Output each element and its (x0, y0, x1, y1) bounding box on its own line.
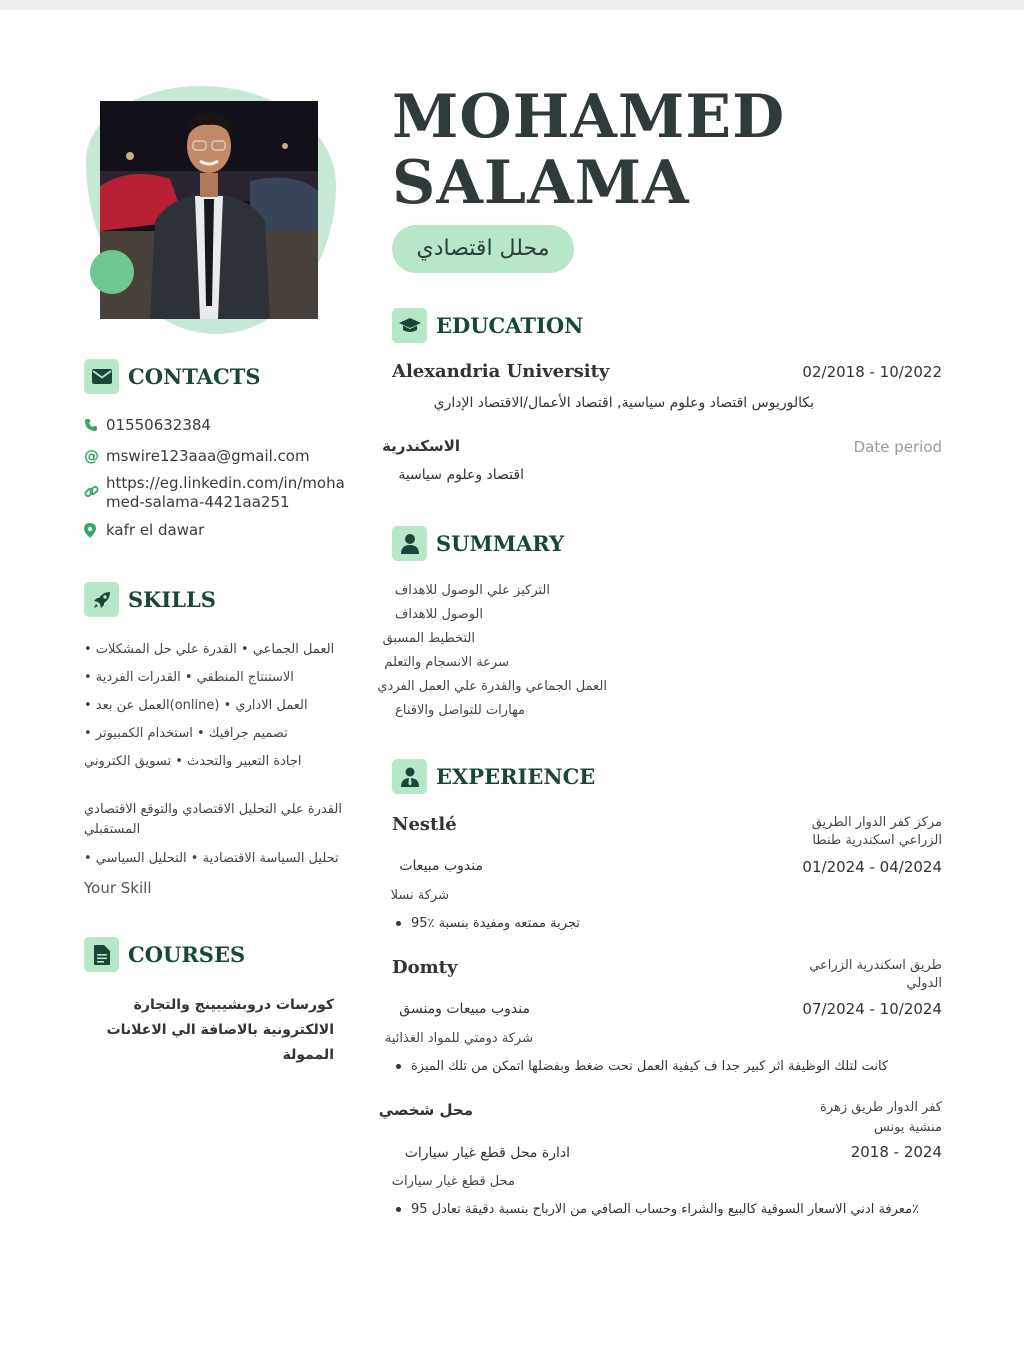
contacts-header (84, 359, 260, 394)
contact-location (84, 521, 204, 540)
skills-header (84, 582, 216, 617)
summary-line: العمل الجماعي والقدرة علي العمل الفردي (377, 679, 607, 694)
bullet-text: تجربة ممتعه ومفيدة بنسبة ٪95 (411, 916, 580, 931)
job-date: 01/2024 - 04/2024 (802, 858, 942, 876)
job-employer: محل قطع غيار سيارات (391, 1174, 515, 1189)
candidate-name (392, 84, 785, 216)
summary-line: مهارات للتواصل والاقناع (395, 703, 525, 718)
rocket-icon (84, 582, 119, 617)
document-icon (84, 937, 119, 972)
company-name: محل شخصي (378, 1101, 473, 1119)
degree-text: بكالوريوس اقتصاد وعلوم سياسية, اقتصاد الأعمال/الاقتصاد الإداري (433, 395, 814, 411)
courses-header (84, 937, 245, 972)
first-name: MOHAMED (392, 82, 786, 152)
job-location: مركز كفر الدوار الطريق (811, 815, 942, 830)
job-location: الزراعي اسكندرية طنطا (812, 833, 942, 848)
skills-title: SKILLS (128, 587, 216, 612)
experience-header (392, 759, 595, 794)
education-date: 02/2018 - 10/2022 (802, 363, 942, 381)
bullet-text: كانت لتلك الوظيفة اثر كبير جدا ف كيفية العمل تحت ضغط وبفضلها اتمكن من تلك الميزة (411, 1059, 889, 1074)
top-bar (0, 0, 1024, 10)
education-title: EDUCATION (436, 313, 584, 338)
email-address[interactable]: mswire123aaa@gmail.com (106, 447, 310, 465)
map-pin-icon (84, 521, 106, 538)
bullet-dot (396, 1207, 401, 1212)
link-icon (84, 474, 106, 499)
job-employer: شركة نسلا (390, 888, 449, 903)
job-role: ادارة محل قطع غيار سيارات (404, 1145, 570, 1161)
degree-text: اقتصاد وعلوم سياسية (398, 467, 524, 483)
school-name: Alexandria University (392, 361, 610, 382)
skill-line: العمل الاداري • (online)العمل عن بعد • (84, 698, 308, 713)
course-description: كورسات دروبشيبينج والتجارة الالكترونية بالاضافة الي الاعلانات الممولة (106, 997, 334, 1063)
job-location: منشية يونس (873, 1120, 942, 1135)
bullet-dot (396, 1064, 401, 1069)
person-icon (392, 526, 427, 561)
education-date: Date period (853, 438, 942, 456)
bullet-text: ٪معرفة ادني الاسعار السوقية كالبيع والشراء وحساب الصافي من الارباح بنسبة دقيقة تعادل 95 (411, 1202, 920, 1217)
bullet-dot (396, 921, 401, 926)
envelope-icon (84, 359, 119, 394)
company-name: Nestlé (392, 814, 457, 835)
job-date: 07/2024 - 10/2024 (802, 1000, 942, 1018)
summary-header (392, 526, 564, 561)
job-bullet (396, 1059, 888, 1074)
experience-title: EXPERIENCE (436, 764, 596, 789)
job-bullet (396, 916, 580, 931)
contact-phone (84, 416, 211, 435)
briefcase-person-icon (392, 759, 427, 794)
summary-line: سرعة الانسجام والتعلم (384, 655, 509, 670)
graduation-cap-icon (392, 308, 427, 343)
location-text: kafr el dawar (106, 521, 205, 539)
job-employer: شركة دومتي للمواد الغذائية (384, 1031, 533, 1046)
last-name: SALAMA (392, 148, 690, 218)
summary-line: التركيز علي الوصول للاهداف (394, 583, 550, 598)
skill-line: المستقبلي (84, 822, 141, 837)
job-role: مندوب مبيعات (399, 858, 483, 874)
phone-number: 01550632384 (106, 416, 211, 434)
photo-accent-dot (90, 250, 134, 294)
education-header (392, 308, 583, 343)
courses-title: COURSES (128, 942, 246, 967)
job-date: 2018 - 2024 (850, 1143, 942, 1161)
summary-title: SUMMARY (436, 531, 565, 556)
skill-placeholder: Your Skill (84, 879, 152, 897)
summary-line: الوصول للاهداف (394, 607, 483, 622)
job-title-badge: محلل اقتصادي (392, 225, 574, 273)
contact-linkedin (84, 474, 345, 512)
profile-photo (100, 101, 318, 319)
job-location: كفر الدوار طريق زهرة (820, 1100, 942, 1115)
school-name: الاسكندرية (382, 437, 460, 455)
job-location: الدولي (906, 976, 942, 991)
summary-line: التخطيط المسبق (382, 631, 475, 646)
at-icon: @ (84, 447, 99, 465)
skill-line: الاستنتاج المنطقي • القدرات الفردية • (84, 670, 294, 685)
skill-line: القدرة علي التحليل الاقتصادي والتوقع الاقتصادي (84, 802, 342, 817)
skill-line: تصميم جرافيك • استخدام الكمبيوتر • (84, 726, 288, 741)
phone-icon (84, 416, 106, 432)
company-name: Domty (392, 957, 458, 978)
linkedin-url[interactable] (106, 474, 345, 512)
job-role: مندوب مبيعات ومنسق (399, 1001, 530, 1017)
linkedin-url-line1: https://eg.linkedin.com/in/moha (106, 474, 345, 492)
skill-line: العمل الجماعي • القدرة علي حل المشكلات • (84, 642, 335, 657)
skill-line: تحليل السياسة الاقتصادية • التحليل السياسي • (84, 851, 339, 866)
job-location: طريق اسكندرية الزراعي (809, 958, 942, 973)
linkedin-url-line2: med-salama-4421aa251 (106, 493, 290, 511)
contact-email (84, 447, 310, 466)
skill-line: اجادة التعبير والتحدث • تسويق الكتروني (84, 754, 302, 769)
contacts-title: CONTACTS (128, 364, 261, 389)
job-bullet (396, 1202, 919, 1217)
